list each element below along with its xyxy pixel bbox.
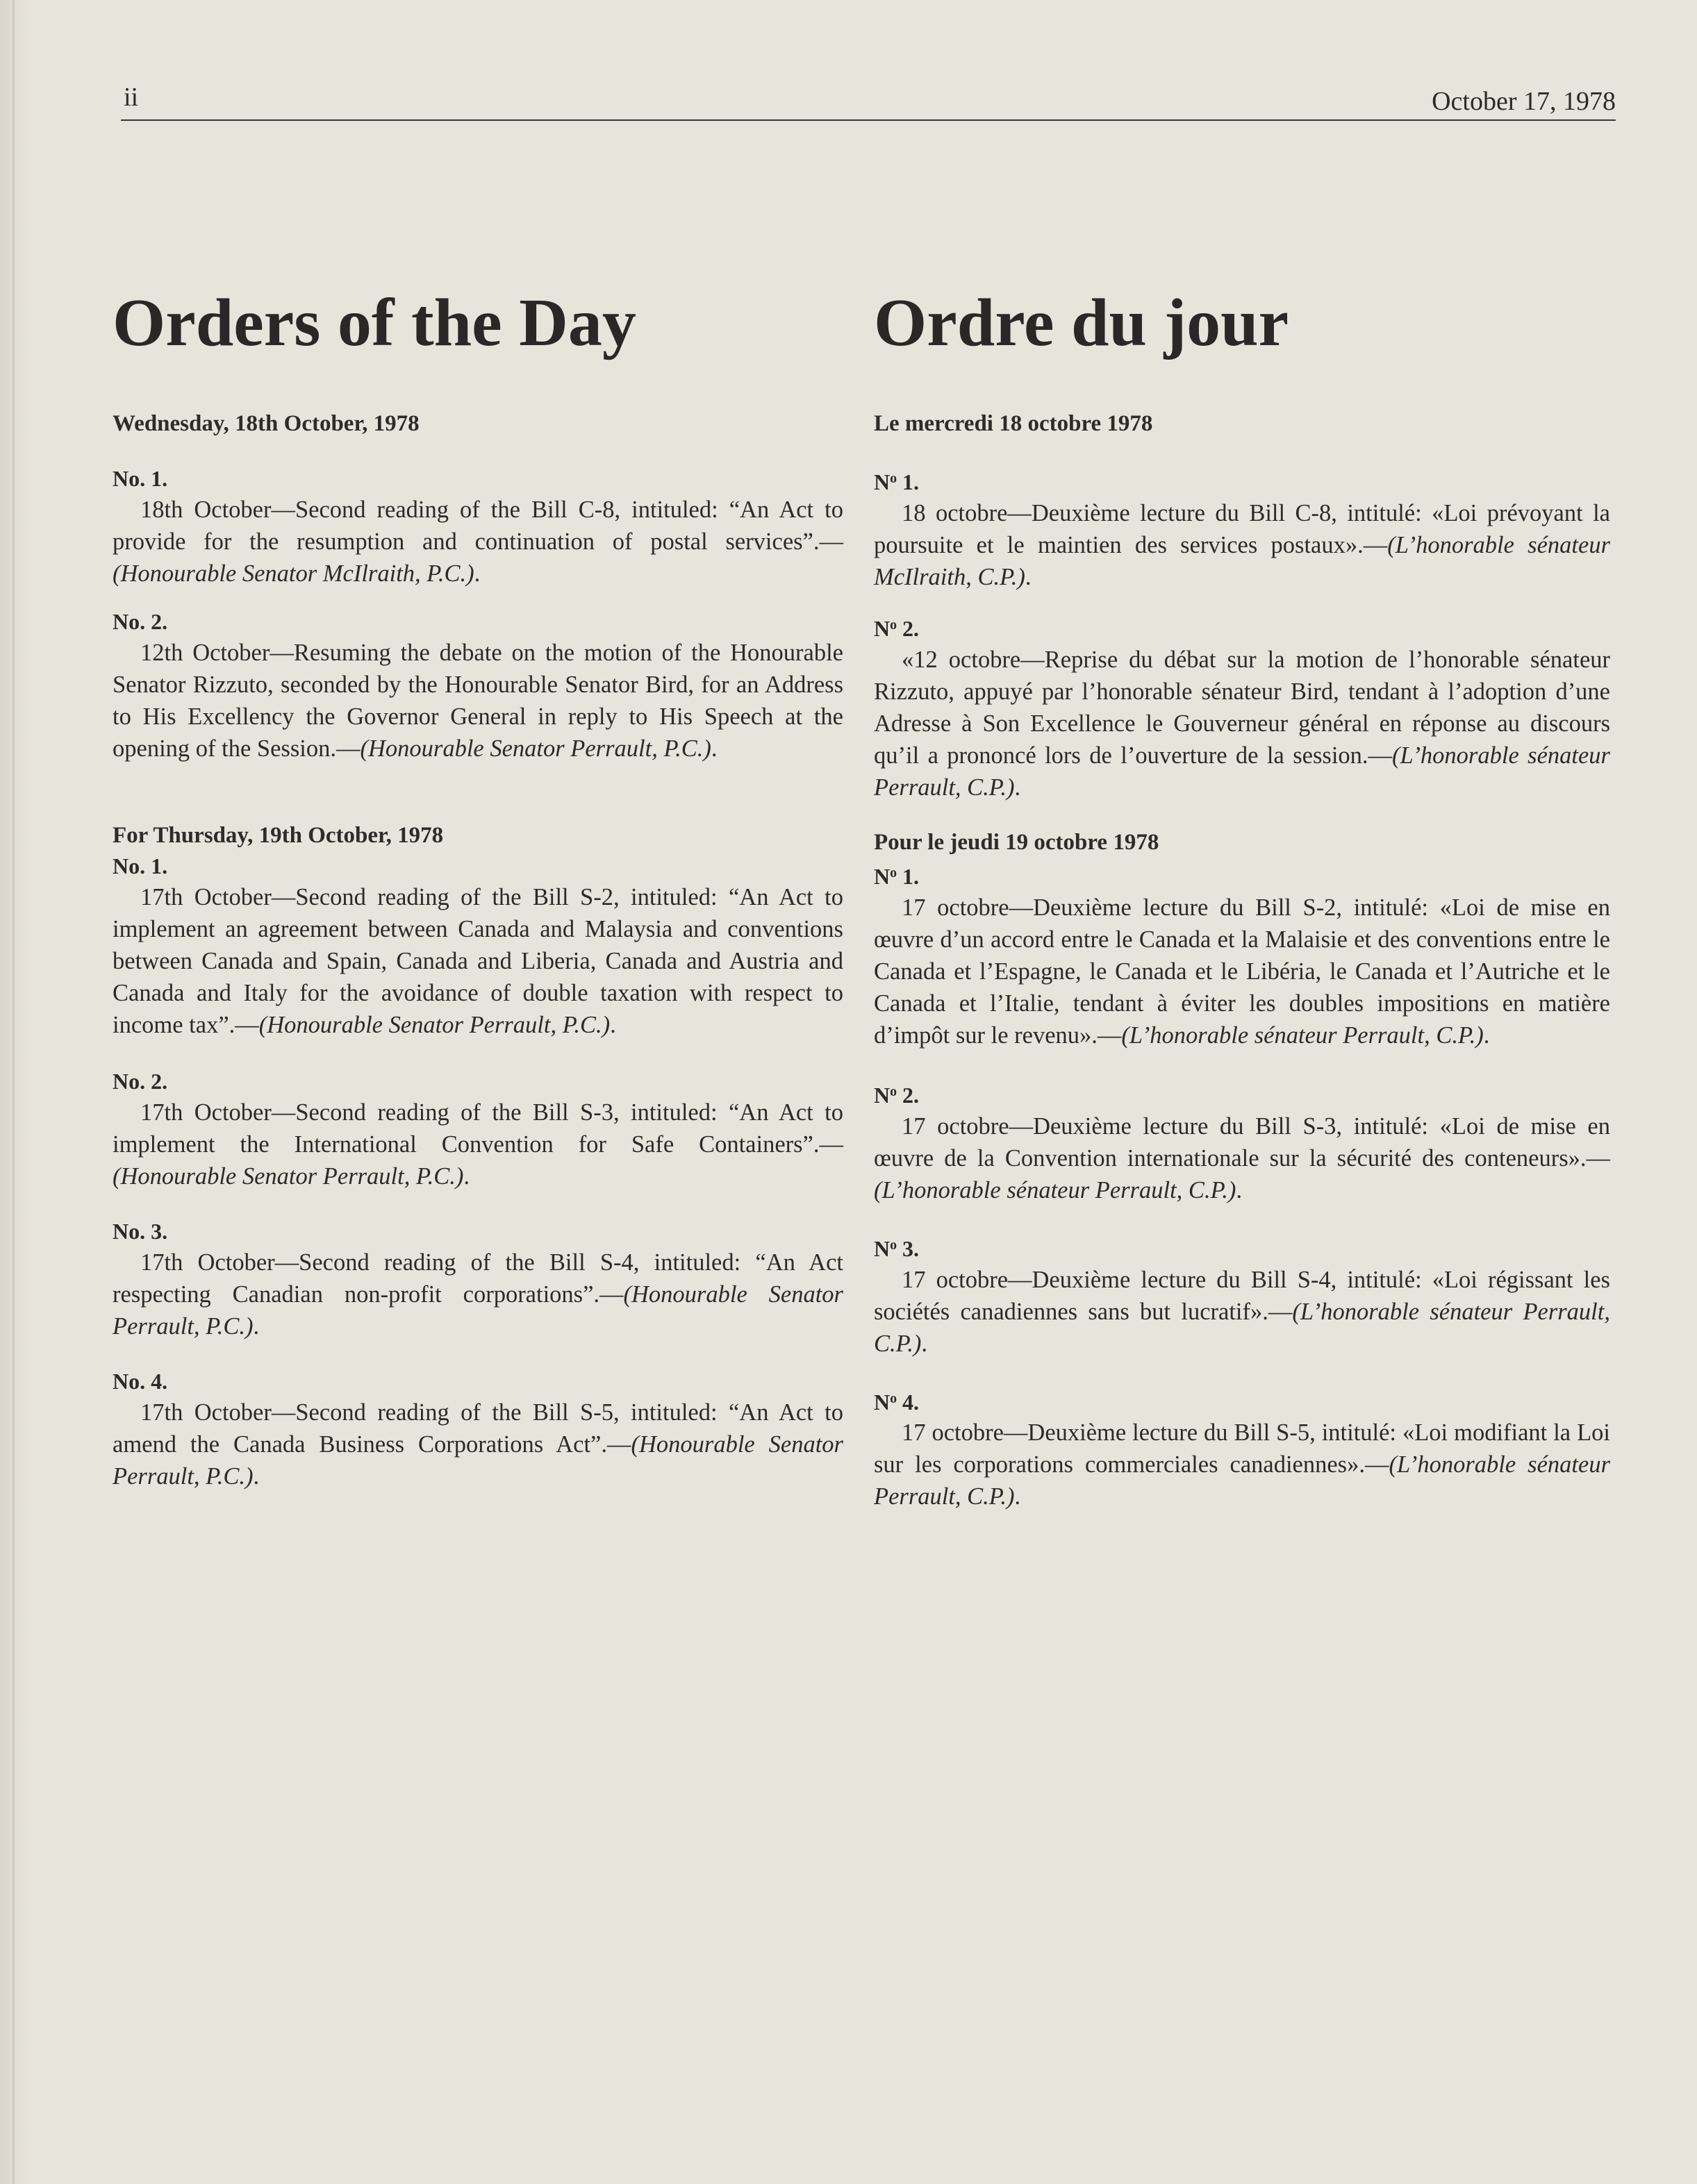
french-day2-item2-number: $N^o$ 2. — [874, 1082, 920, 1108]
french-column — [874, 281, 1610, 1512]
french-title: Ordre du jour — [874, 285, 1289, 360]
sponsor: (L’honorable sénateur Perrault, C.P.) — [874, 742, 1610, 801]
english-title: Orders of the Day — [113, 285, 636, 360]
sponsor: (L’honorable sénateur Perrault, C.P.) — [874, 1298, 1610, 1357]
french-day1-item2-text: «12 octobre—Reprise du débat sur la motion de l’honorable sénateur Rizzuto, appuyé par l’honorable sénateur Bird, tendant à l’adoption d’une Adresse à Son Excellence le Gouverneur général en réponse au discours qu’il a prononcé lors de l’ouverture de la session.—(L’honorable sénateur Perrault, C.P.). — [874, 646, 1610, 801]
sponsor: (L’honorable sénateur Perrault, C.P.) — [874, 1176, 1236, 1203]
english-day2-item1-text: 17th October—Second reading of the Bill S-2, intituled: “An Act to implement an agreement between Canada and Malaysia and conventions between Canada and Spain, Canada and Liberia, Canada and Austria and Canada and Italy for the avoidance of double taxation with respect to income tax”.—(Honourable Senator Perrault, P.C.). — [113, 884, 843, 1038]
english-day2-item3-number: No. 3. — [113, 1219, 168, 1244]
sponsor: (Honourable Senator Perrault, P.C.) — [113, 1431, 843, 1490]
english-day2-item4-text: 17th October—Second reading of the Bill S-5, intituled: “An Act to amend the Canada Business Corporations Act”.—(Honourable Senator Perrault, P.C.). — [113, 1399, 843, 1490]
english-day2-item3-text: 17th October—Second reading of the Bill S-4, intituled: “An Act respecting Canadian non-profit corporations”.—(Honourable Senator Perrault, P.C.). — [113, 1249, 843, 1340]
english-day1-item1-text: 18th October—Second reading of the Bill C-8, intituled: “An Act to provide for the resumption and continuation of postal services”.—(Honourable Senator McIlraith, P.C.). — [113, 497, 843, 587]
french-day2-item3-text: 17 octobre—Deuxième lecture du Bill S-4, intitulé: «Loi régissant les sociétés canadiennes sans but lucratif».—(L’honorable sénateur Perrault, C.P.). — [874, 1266, 1610, 1357]
header-date: October 17, 1978 — [1432, 87, 1616, 116]
english-day2-item1-number: No. 1. — [113, 853, 168, 878]
french-day2-item1-text: 17 octobre—Deuxième lecture du Bill S-2, intitulé: «Loi de mise en œuvre d’un accord entre le Canada et la Malaisie et des conventions entre le Canada et l’Espagne, le Canada et le Libéria, le Canada et l’Autriche et le Canada et l’Italie, tendant à éviter les doubles impositions en matière d’impôt sur le revenu».—(L’honorable sénateur Perrault, C.P.). — [874, 894, 1610, 1049]
english-day1-item2-text: 12th October—Resuming the debate on the motion of the Honourable Senator Rizzuto, seconded by the Honourable Senator Bird, for an Address to His Excellency the Governor General in reply to His Speech at the opening of the Session.—(Honourable Senator Perrault, P.C.). — [113, 640, 843, 762]
french-day2-item3-number: $N^o$ 3. — [874, 1235, 920, 1261]
french-day1-item1-number: $N^o$ 1. — [874, 469, 920, 494]
english-column — [113, 281, 843, 1492]
french-day1-heading: Le mercredi 18 octobre 1978 — [874, 411, 1153, 436]
french-day1-item1-text: 18 octobre—Deuxième lecture du Bill C-8, intitulé: «Loi prévoyant la poursuite et le maintien des services postaux».—(L’honorable sénateur McIlraith, C.P.). — [874, 499, 1610, 590]
french-day2-item4-number: $N^o$ 4. — [874, 1389, 920, 1415]
english-day2-item2-number: No. 2. — [113, 1069, 168, 1094]
sponsor: (Honourable Senator McIlraith, P.C.) — [113, 560, 474, 587]
english-day1-item2-number: No. 2. — [113, 609, 168, 634]
french-day1-item2-number: $N^o$ 2. — [874, 615, 920, 641]
english-day1-item1-number: No. 1. — [113, 466, 168, 491]
sponsor: (Honourable Senator Perrault, P.C.) — [360, 735, 711, 762]
page-edge-line — [13, 0, 15, 2184]
english-day2-item4-number: No. 4. — [113, 1369, 168, 1394]
sponsor: (L’honorable sénateur Perrault, C.P.) — [1121, 1022, 1484, 1049]
english-day2-item2-text: 17th October—Second reading of the Bill S-3, intituled: “An Act to implement the International Convention for Safe Containers”.—(Honourable Senator Perrault, P.C.). — [113, 1099, 843, 1190]
french-day2-item4-text: 17 octobre—Deuxième lecture du Bill S-5, intitulé: «Loi modifiant la Loi sur les corporations commerciales canadiennes».—(L’honorable sénateur Perrault, C.P.). — [874, 1419, 1610, 1510]
page-header — [121, 78, 1616, 121]
sponsor: (L’honorable sénateur Perrault, C.P.) — [874, 1451, 1610, 1510]
french-day2-heading: Pour le jeudi 19 octobre 1978 — [874, 829, 1159, 855]
page-number: ii — [124, 83, 139, 112]
english-day1-heading: Wednesday, 18th October, 1978 — [113, 411, 420, 436]
sponsor: (L’honorable sénateur McIlraith, C.P.) — [874, 531, 1610, 590]
french-day2-item1-number: $N^o$ 1. — [874, 863, 920, 889]
sponsor: (Honourable Senator Perrault, P.C.) — [113, 1163, 464, 1190]
sponsor: (Honourable Senator Perrault, P.C.) — [113, 1281, 843, 1340]
french-day2-item2-text: 17 octobre—Deuxième lecture du Bill S-3, intitulé: «Loi de mise en œuvre de la Convention internationale sur la sécurité des conteneurs».—(L’honorable sénateur Perrault, C.P.). — [874, 1112, 1610, 1203]
english-day2-heading: For Thursday, 19th October, 1978 — [113, 823, 444, 848]
sponsor: (Honourable Senator Perrault, P.C.) — [258, 1012, 611, 1038]
